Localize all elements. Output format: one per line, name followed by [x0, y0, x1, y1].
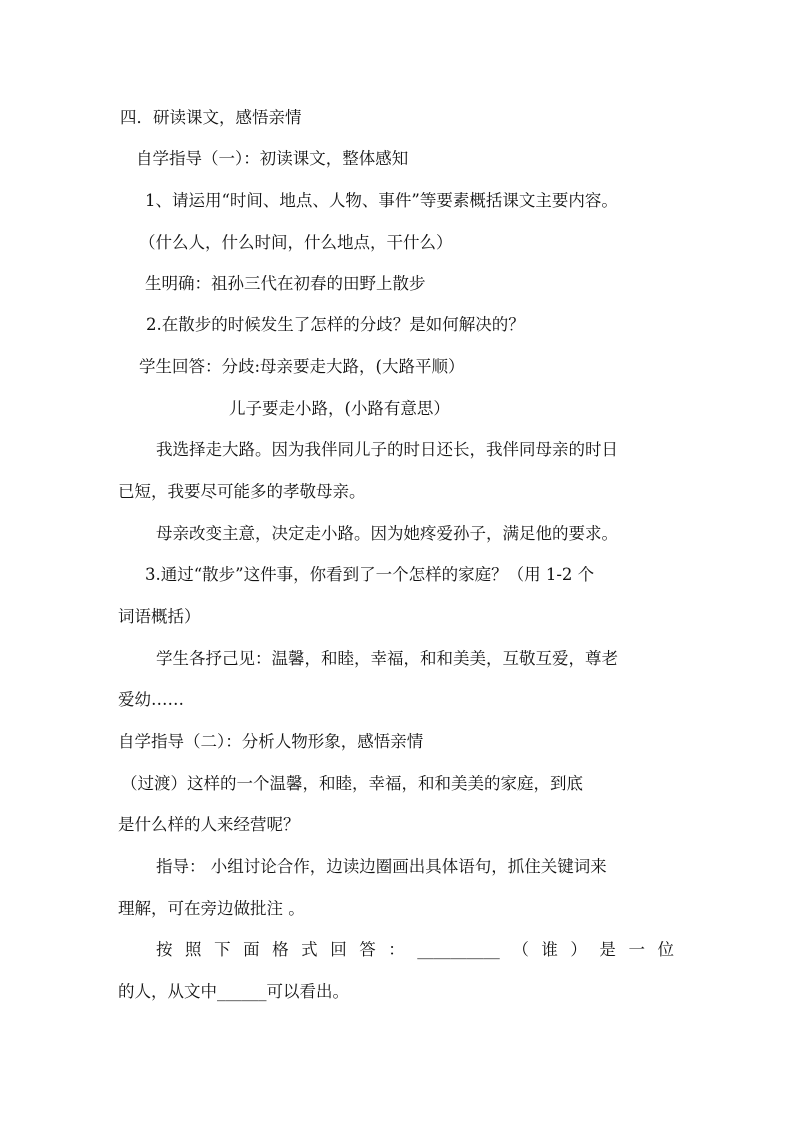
guide2-heading: 自学指导（二）：分析人物形象，感悟亲情 [118, 732, 424, 751]
question-3-answer-line-1: 学生各抒己见：温馨，和睦，幸福，和和美美，互敬互爱，尊老 [156, 649, 618, 668]
format-char: 按 [156, 940, 173, 959]
format-char: ： [388, 940, 405, 959]
question-3-line-2: 词语概括） [118, 607, 201, 626]
format-char: （ [512, 940, 529, 959]
format-char: 位 [657, 940, 674, 959]
instruction-line-2: 理解，可在旁边做批注 。 [118, 899, 305, 918]
format-char: 一 [628, 940, 645, 959]
format-char: 式 [301, 940, 318, 959]
question-3-answer-line-2: 爱幼…… [118, 690, 184, 709]
format-char: 谁 [541, 940, 558, 959]
transition-line-1: （过渡）这样的一个温馨，和睦，幸福，和和美美的家庭，到底 [121, 774, 583, 793]
question-2-answer-b: 儿子要走小路，(小路有意思） [229, 399, 450, 418]
answer-format-line-2: 的人，从文中______可以看出。 [118, 982, 349, 1001]
question-2: 2.在散步的时候发生了怎样的分歧？是如何解决的？ [146, 315, 525, 334]
question-1: 1、请运用“时间、地点、人物、事件”等要素概括课文主要内容。 [145, 191, 618, 210]
format-char: 回 [330, 940, 347, 959]
format-char: 照 [185, 940, 202, 959]
format-char: 答 [359, 940, 376, 959]
question-1-answer: 生明确：祖孙三代在初春的田野上散步 [145, 274, 426, 293]
format-char: 面 [243, 940, 260, 959]
question-1-hint: （什么人，什么时间，什么地点，干什么） [139, 233, 453, 252]
question-2-paragraph-2: 母亲改变主意，决定走小路。因为她疼爱孙子，满足他的要求。 [156, 524, 618, 543]
guide1-heading: 自学指导（一）：初读课文，整体感知 [136, 149, 409, 168]
format-char: ） [570, 940, 587, 959]
format-char: 下 [214, 940, 231, 959]
transition-line-2: 是什么样的人来经营呢？ [118, 815, 300, 834]
question-3-line-1: 3.通过“散步”这件事，你看到了一个怎样的家庭？（用 1-2 个 [145, 565, 595, 584]
instruction-line-1: 指导： 小组讨论合作，边读边圈画出具体语句，抓住关键词来 [156, 857, 607, 876]
question-2-answer-a: 学生回答：分歧:母亲要走大路，(大路平顺） [139, 357, 465, 376]
section-heading: 四．研读课文，感悟亲情 [120, 108, 302, 127]
question-2-paragraph-1-line-1: 我选择走大路。因为我伴同儿子的时日还长，我伴同母亲的时日 [156, 440, 618, 459]
answer-format-line-1 [156, 939, 674, 961]
format-char: 格 [272, 940, 289, 959]
format-char: 是 [599, 940, 616, 959]
question-2-paragraph-1-line-2: 已短，我要尽可能多的孝敬母亲。 [118, 482, 366, 501]
blank-who: __________ [417, 940, 500, 959]
